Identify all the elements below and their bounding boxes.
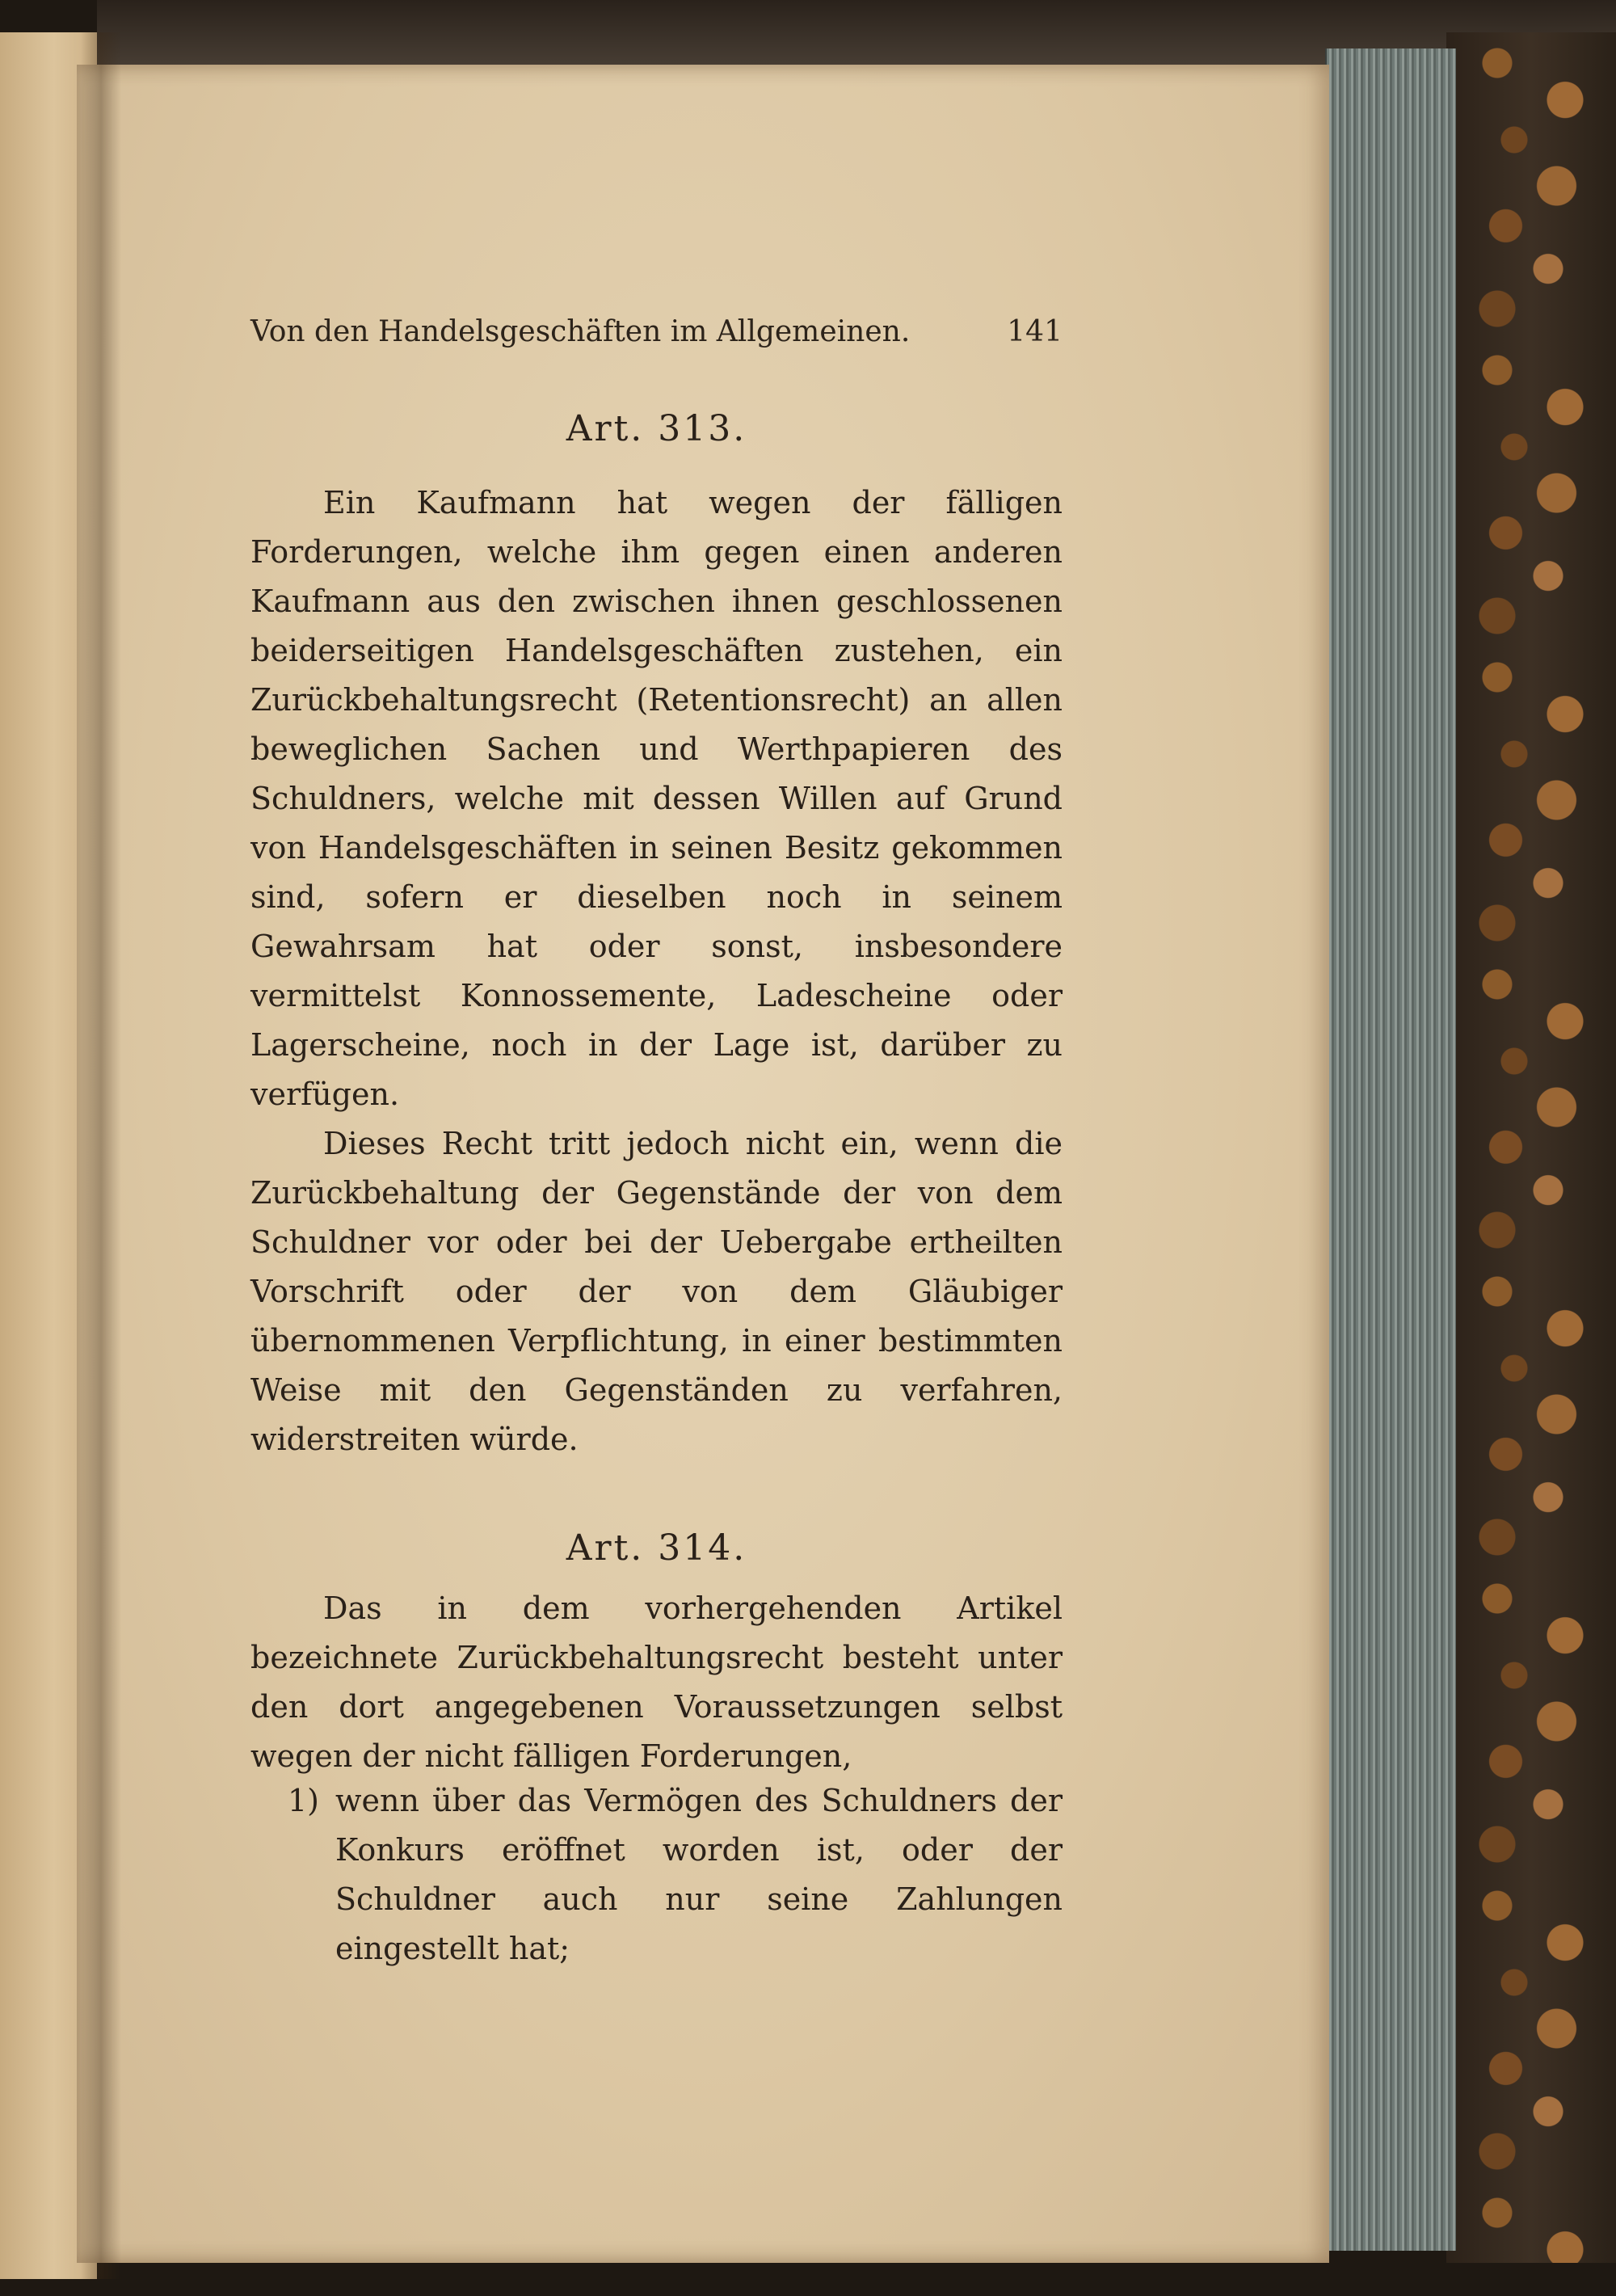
book-page bbox=[77, 65, 1329, 2263]
page-number: 141 bbox=[1007, 315, 1063, 348]
running-title: Von den Handelsgeschäften im Allgemeinen. bbox=[250, 315, 911, 348]
article-314-title: Art. 314. bbox=[566, 1527, 747, 1569]
article-313-paragraph-1: Ein Kaufmann hat wegen der fälligen Forderungen, welche ihm gegen einen anderen Kaufmann aus den zwischen ihnen geschlossenen beiderseitigen Handelsgeschäften zustehen, ein Zurückbehaltungsrecht (Retentionsrecht) an allen beweglichen Sachen und Werthpapieren des Schuldners, welche mit dessen Willen auf Grund von Handelsgeschäften in seinen Besitz gekommen sind, sofern er dieselben noch in seinem Gewahrsam hat oder sonst, insbesondere vermittelst Konnossemente, Ladescheine oder Lagerscheine, noch in der Lage ist, darüber zu verfügen. bbox=[250, 485, 1063, 1112]
list-item bbox=[250, 1776, 1063, 1974]
article-313-title: Art. 313. bbox=[566, 408, 747, 449]
page-block-edges bbox=[1325, 48, 1456, 2251]
marbled-cover bbox=[1446, 32, 1616, 2263]
list-item-text: wenn über das Vermögen des Schuldners der Konkurs eröffnet worden ist, oder der Schuldner auch nur seine Zahlungen eingestellt hat; bbox=[335, 1783, 1063, 1966]
article-313-paragraph-2: Dieses Recht tritt jedoch nicht ein, wenn die Zurückbehaltung der Gegenstände der von dem Schuldner vor oder bei der Uebergabe ertheilten Vorschrift oder der von dem Gläubiger übernommenen Verpflichtung, in einer bestimmten Weise mit den Gegenständen zu verfahren, widerstreiten würde. bbox=[250, 1126, 1063, 1457]
list-item-number: 1) bbox=[287, 1783, 319, 1818]
running-header bbox=[250, 315, 1063, 348]
page-gutter-shadow bbox=[81, 32, 121, 2279]
article-314-paragraph-1: Das in dem vorhergehenden Artikel bezeichnete Zurückbehaltungsrecht besteht unter den dort angegebenen Voraussetzungen selbst wegen der nicht fälligen Forderungen, bbox=[250, 1590, 1063, 1774]
